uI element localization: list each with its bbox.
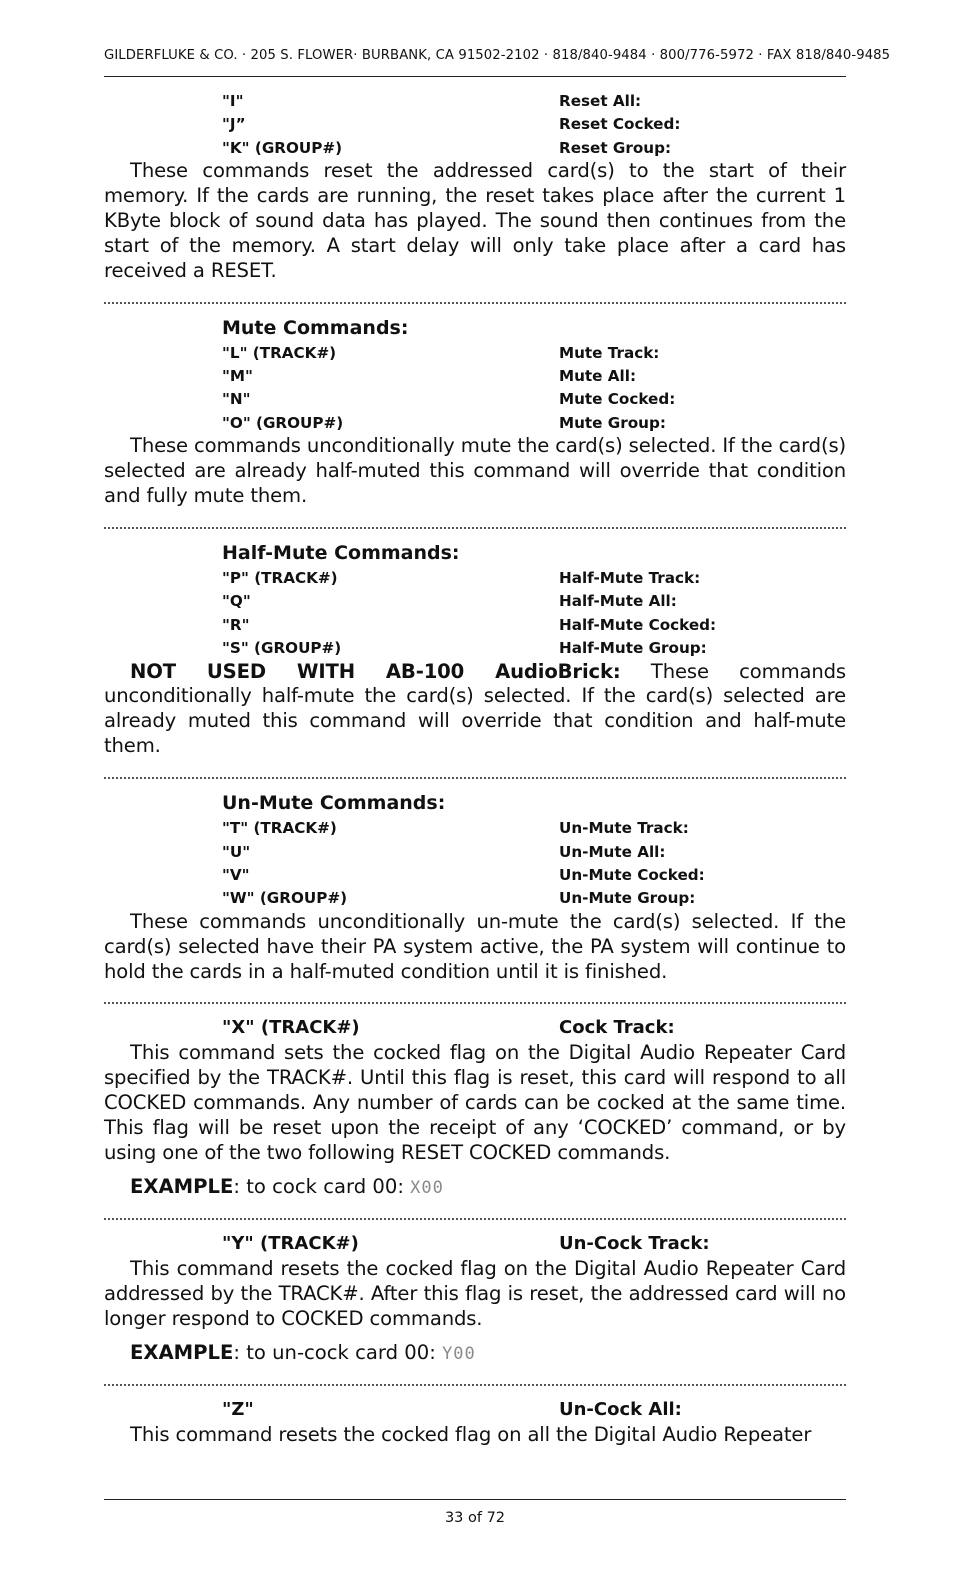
command-row bbox=[104, 613, 846, 636]
dotted-separator bbox=[104, 777, 846, 779]
command-code: "N" bbox=[222, 390, 251, 409]
command-code: "Y" (TRACK#) bbox=[222, 1232, 359, 1254]
cock-track-heading bbox=[104, 1016, 846, 1041]
un-mute-section-title: Un-Mute Commands: bbox=[222, 792, 446, 815]
half-mute-paragraph bbox=[104, 660, 846, 760]
uncock-all-heading bbox=[104, 1398, 846, 1423]
command-code: "J” bbox=[222, 115, 246, 134]
un-mute-paragraph: These commands unconditionally un-mute the card(s) selected. If the card(s) selected have their PA system active, the PA system will continue to hold the cards in a half-muted condition until it is finished. bbox=[104, 909, 846, 983]
command-code: "O" (GROUP#) bbox=[222, 413, 344, 432]
command-row bbox=[104, 341, 846, 364]
dotted-separator bbox=[104, 302, 846, 304]
mute-section-title: Mute Commands: bbox=[222, 316, 409, 339]
command-code: "R" bbox=[222, 615, 250, 634]
command-desc: Un-Mute Track: bbox=[559, 819, 689, 838]
command-code: "U" bbox=[222, 842, 251, 861]
command-code: "Z" bbox=[222, 1398, 254, 1420]
command-code: "Q" bbox=[222, 592, 251, 611]
example-text: : to un-cock card 00: bbox=[233, 1340, 443, 1364]
command-code: "M" bbox=[222, 367, 253, 386]
header-rule bbox=[104, 76, 846, 77]
cock-example bbox=[130, 1175, 846, 1200]
uncock-track-heading bbox=[104, 1232, 846, 1257]
command-desc: Mute Group: bbox=[559, 413, 666, 432]
uncock-example bbox=[130, 1341, 846, 1366]
command-desc: Reset Cocked: bbox=[559, 115, 681, 134]
command-desc: Reset All: bbox=[559, 92, 642, 110]
command-desc: Un-Mute All: bbox=[559, 842, 666, 861]
dotted-separator bbox=[104, 1384, 846, 1386]
command-desc: Un-Cock All: bbox=[559, 1398, 682, 1420]
cock-track-paragraph: This command sets the cocked flag on the Digital Audio Repeater Card specified by the TRACK#. Until this flag is reset, this card will respond to all COCKED commands. Any number of cards can be cocked at the same time. This flag will be reset upon the receipt of any ‘COCKED’ command, or by using one of the two following RESET COCKED commands. bbox=[104, 1041, 846, 1165]
uncock-all-paragraph: This command resets the cocked flag on all the Digital Audio Repeater bbox=[130, 1422, 812, 1446]
command-code: "K" (GROUP#) bbox=[222, 138, 343, 157]
footer-rule bbox=[104, 1499, 846, 1500]
command-desc: Reset Group: bbox=[559, 138, 672, 157]
command-row bbox=[104, 840, 846, 863]
command-desc: Mute Track: bbox=[559, 343, 660, 362]
command-desc: Un-Mute Cocked: bbox=[559, 865, 705, 884]
example-text: : to cock card 00: bbox=[233, 1174, 411, 1198]
example-code: X00 bbox=[410, 1177, 444, 1198]
command-desc: Half-Mute Group: bbox=[559, 639, 707, 658]
command-code: "P" (TRACK#) bbox=[222, 568, 338, 587]
command-row bbox=[104, 886, 846, 909]
example-label: EXAMPLE bbox=[130, 1174, 234, 1198]
command-desc: Half-Mute All: bbox=[559, 592, 677, 611]
example-code: Y00 bbox=[442, 1343, 476, 1364]
command-row bbox=[104, 411, 846, 434]
command-desc: Half-Mute Cocked: bbox=[559, 615, 717, 634]
page-content bbox=[104, 89, 846, 1448]
dotted-separator bbox=[104, 527, 846, 529]
command-desc: Half-Mute Track: bbox=[559, 568, 701, 587]
command-row bbox=[104, 136, 846, 159]
dotted-separator bbox=[104, 1002, 846, 1004]
command-desc: Mute All: bbox=[559, 367, 637, 386]
half-mute-section-title: Half-Mute Commands: bbox=[222, 541, 460, 564]
command-row bbox=[104, 387, 846, 410]
mute-paragraph: These commands unconditionally mute the card(s) selected. If the card(s) selected are already half-muted this command will override that condition and fully mute them. bbox=[104, 434, 846, 508]
uncock-track-paragraph: This command resets the cocked flag on the Digital Audio Repeater Card addressed by the TRACK#. After this flag is reset, the addressed card will no longer respond to COCKED commands. bbox=[104, 1256, 846, 1330]
dotted-separator bbox=[104, 1218, 846, 1220]
command-code: "S" (GROUP#) bbox=[222, 639, 342, 658]
command-code: "X" (TRACK#) bbox=[222, 1017, 360, 1039]
command-code: "V" bbox=[222, 865, 250, 884]
command-desc: Mute Cocked: bbox=[559, 390, 676, 409]
command-desc: Un-Mute Group: bbox=[559, 889, 696, 908]
page-header: GILDERFLUKE & CO. · 205 S. FLOWER· BURBANK, CA 91502-2102 · 818/840-9484 · 800/776-5972 · FAX 818/840-9485 bbox=[104, 48, 891, 63]
reset-paragraph: These commands reset the addressed card(s) to the start of their memory. If the cards are running, the reset takes place after the current 1 KByte block of sound data has played. The sound then continues from the start of the memory. A start delay will only take place after a card has received a RESET. bbox=[104, 159, 846, 282]
command-desc: Un-Cock Track: bbox=[559, 1232, 710, 1254]
command-code: "W" (GROUP#) bbox=[222, 889, 348, 908]
command-row bbox=[104, 636, 846, 659]
command-row bbox=[104, 816, 846, 839]
command-row bbox=[104, 112, 846, 135]
command-row bbox=[104, 89, 846, 112]
command-code: "T" (TRACK#) bbox=[222, 819, 337, 838]
command-desc: Cock Track: bbox=[559, 1017, 675, 1039]
command-code: "L" (TRACK#) bbox=[222, 343, 337, 362]
command-row bbox=[104, 589, 846, 612]
half-mute-text: These commands unconditionally half-mute the card(s) selected. If the card(s) selected are already muted this command will override that condition and half-mute them. bbox=[104, 659, 846, 758]
command-row bbox=[104, 364, 846, 387]
page-number: 33 of 72 bbox=[444, 1510, 506, 1526]
command-row bbox=[104, 863, 846, 886]
command-row bbox=[104, 566, 846, 589]
command-code: "I" bbox=[222, 92, 244, 110]
audiobrick-warning: NOT USED WITH AB-100 AudioBrick: bbox=[130, 659, 621, 683]
example-label: EXAMPLE bbox=[130, 1340, 234, 1364]
